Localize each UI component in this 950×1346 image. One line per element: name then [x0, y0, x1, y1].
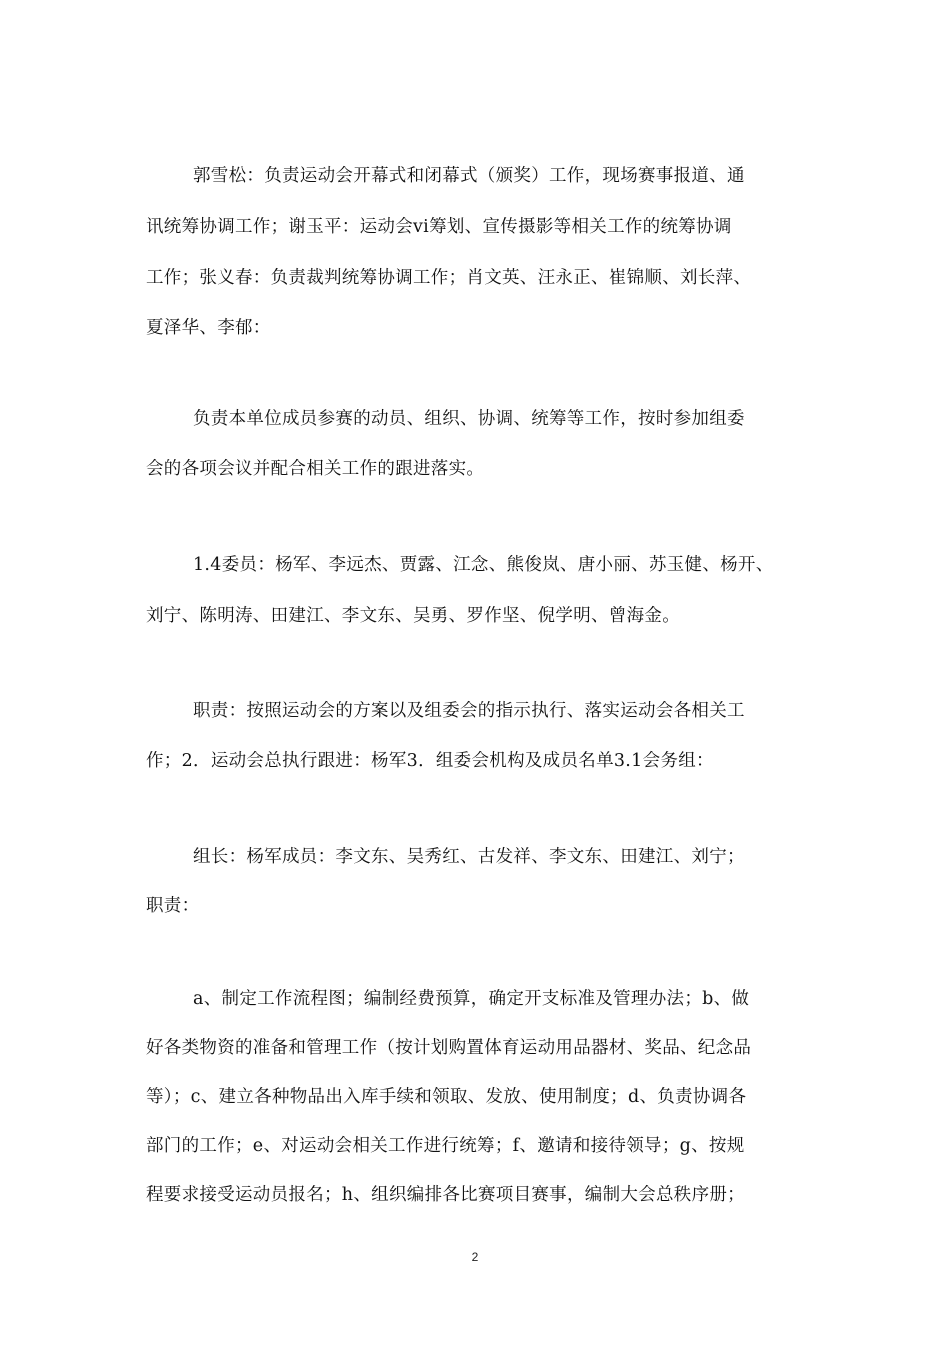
paragraph-6-line-4: 部门的工作；e、对运动会相关工作进行统筹；f、邀请和接待领导；g、按规 — [146, 1136, 745, 1156]
paragraph-2-line-2: 会的各项会议并配合相关工作的跟进落实。 — [146, 459, 485, 479]
page-number: 2 — [471, 1250, 479, 1264]
paragraph-1-line-1: 郭雪松：负责运动会开幕式和闭幕式（颁奖）工作，现场赛事报道、通 — [193, 166, 745, 186]
paragraph-1-line-3: 工作；张义春：负责裁判统筹协调工作；肖文英、汪永正、崔锦顺、刘长萍、 — [146, 268, 752, 288]
paragraph-6-line-5: 程要求接受运动员报名；h、组织编排各比赛项目赛事，编制大会总秩序册； — [146, 1185, 745, 1205]
paragraph-1-line-2: 讯统筹协调工作；谢玉平：运动会vi筹划、宣传摄影等相关工作的统筹协调 — [146, 217, 732, 237]
paragraph-6-line-1: a、制定工作流程图；编制经费预算，确定开支标准及管理办法；b、做 — [193, 989, 750, 1009]
paragraph-3-line-2: 刘宁、陈明涛、田建江、李文东、吴勇、罗作坚、倪学明、曾海金。 — [146, 606, 680, 626]
paragraph-6-line-2: 好各类物资的准备和管理工作（按计划购置体育运动用品器材、奖品、纪念品 — [146, 1038, 752, 1058]
paragraph-5-line-1: 组长：杨军成员：李文东、吴秀红、古发祥、李文东、田建江、刘宁； — [193, 847, 745, 867]
paragraph-4-line-1: 职责：按照运动会的方案以及组委会的指示执行、落实运动会各相关工 — [193, 701, 745, 721]
paragraph-3-line-1: 1.4委员：杨军、李远杰、贾露、江念、熊俊岚、唐小丽、苏玉健、杨开、 — [193, 555, 774, 575]
paragraph-6-line-3: 等）；c、建立各种物品出入库手续和领取、发放、使用制度；d、负责协调各 — [146, 1087, 747, 1107]
paragraph-5-line-2: 职责： — [146, 896, 200, 916]
paragraph-2-line-1: 负责本单位成员参赛的动员、组织、协调、统筹等工作，按时参加组委 — [193, 409, 745, 429]
paragraph-1-line-4: 夏泽华、李郁： — [146, 318, 271, 338]
paragraph-4-line-2: 作；2．运动会总执行跟进：杨军3．组委会机构及成员名单3.1会务组： — [146, 751, 714, 771]
